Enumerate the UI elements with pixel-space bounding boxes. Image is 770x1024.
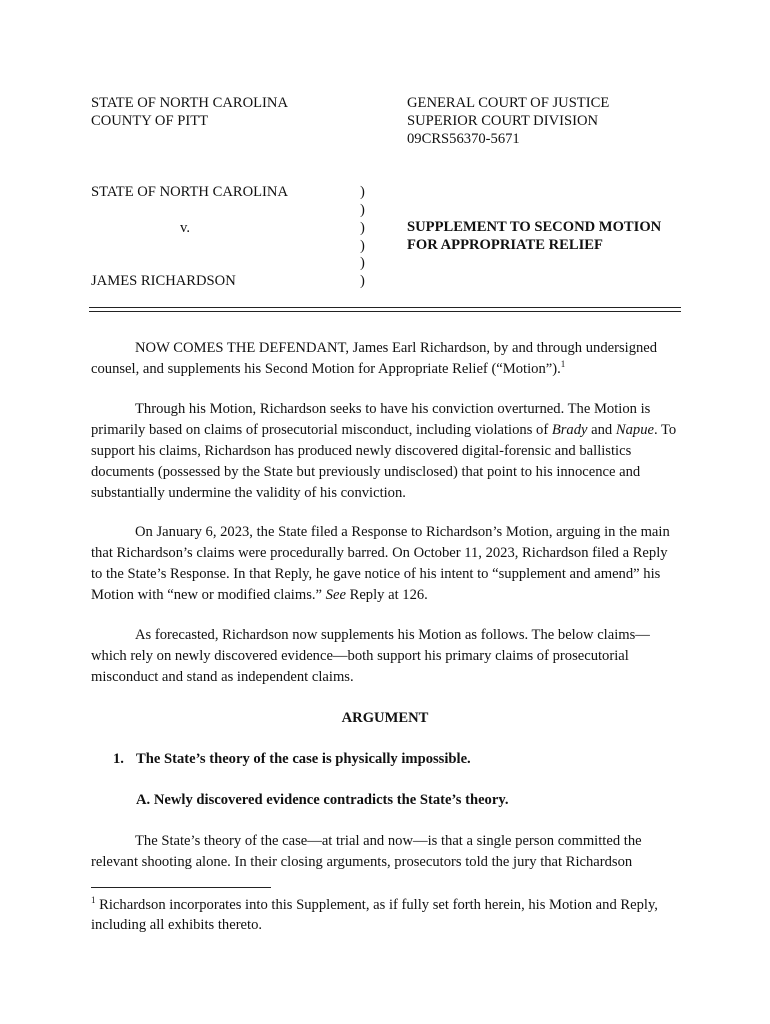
footnote-ref: 1 (560, 359, 566, 370)
heading-A: A. Newly discovered evidence contradicts the State’s theory. (136, 792, 509, 808)
case-number: 09CRS56370-5671 (407, 131, 520, 147)
paragraph-state-theory: The State’s theory of the case—at trial and now—is that a single person committed the relevant shooting alone. In their closing arguments, prosecutors told the jury that Richardson (91, 833, 642, 870)
caption-divider-bottom (89, 311, 681, 312)
argument-heading: ARGUMENT (341, 710, 429, 726)
caption-paren: ) (360, 184, 365, 200)
versus-label: v. (180, 220, 190, 236)
paragraph-supplement: As forecasted, Richardson now supplements his Motion as follows. The below claims—which rely on newly discovered evidence—both support his primary claims of prosecutorial misconduct and stand as independent claims. (91, 627, 650, 685)
heading-1-text: The State’s theory of the case is physically impossible. (136, 751, 471, 767)
defendant-name: JAMES RICHARDSON (91, 273, 236, 289)
document-title-line2: FOR APPROPRIATE RELIEF (407, 237, 603, 253)
county-label: COUNTY OF PITT (91, 113, 209, 129)
document-title-line1: SUPPLEMENT TO SECOND MOTION (407, 219, 662, 235)
paragraph-intro: NOW COMES THE DEFENDANT, James Earl Richardson, by and through undersigned counsel, and supplements his Second Motion for Appropriate Relief (“Motion”).$^1$ (91, 340, 658, 377)
caption-paren: ) (360, 202, 365, 218)
caption-paren: ) (360, 273, 365, 289)
heading-1-number: 1. (113, 751, 124, 767)
footnote-1: $^1$ Richardson incorporates into this Supplement, as if fully set forth herein, his Motion and Reply, including all exhibits thereto. (91, 895, 658, 933)
paragraph-procedural-history: On January 6, 2023, the State filed a Response to Richardson’s Motion, arguing in the main that Richardson’s claims were procedurally barred. On October 11, 2023, Richardson filed a Reply to the State’s Response. In that Reply, he gave notice of his intent to “supplement and amend” his Motion with “new or modified claims.” See Reply at 126. (91, 524, 670, 603)
paragraph-motion-summary: Through his Motion, Richardson seeks to have his conviction overturned. The Motion is primarily based on claims of prosecutorial misconduct, including violations of Brady and Napue. To support his claims, Richardson has produced newly discovered digital-forensic and ballistics documents (possessed by the State but previously undisclosed) that point to his innocence and substantially undermine the validity of his conviction. (91, 401, 677, 501)
state-label: STATE OF NORTH CAROLINA (91, 95, 288, 111)
caption-divider-top (89, 307, 681, 308)
caption-paren: ) (360, 238, 365, 254)
caption-paren: ) (360, 220, 365, 236)
caption-paren: ) (360, 255, 365, 271)
plaintiff-name: STATE OF NORTH CAROLINA (91, 184, 288, 200)
division-label: SUPERIOR COURT DIVISION (407, 113, 599, 129)
court-label: GENERAL COURT OF JUSTICE (407, 95, 610, 111)
footnote-divider (91, 887, 271, 888)
footnote-number: 1 (91, 895, 96, 906)
